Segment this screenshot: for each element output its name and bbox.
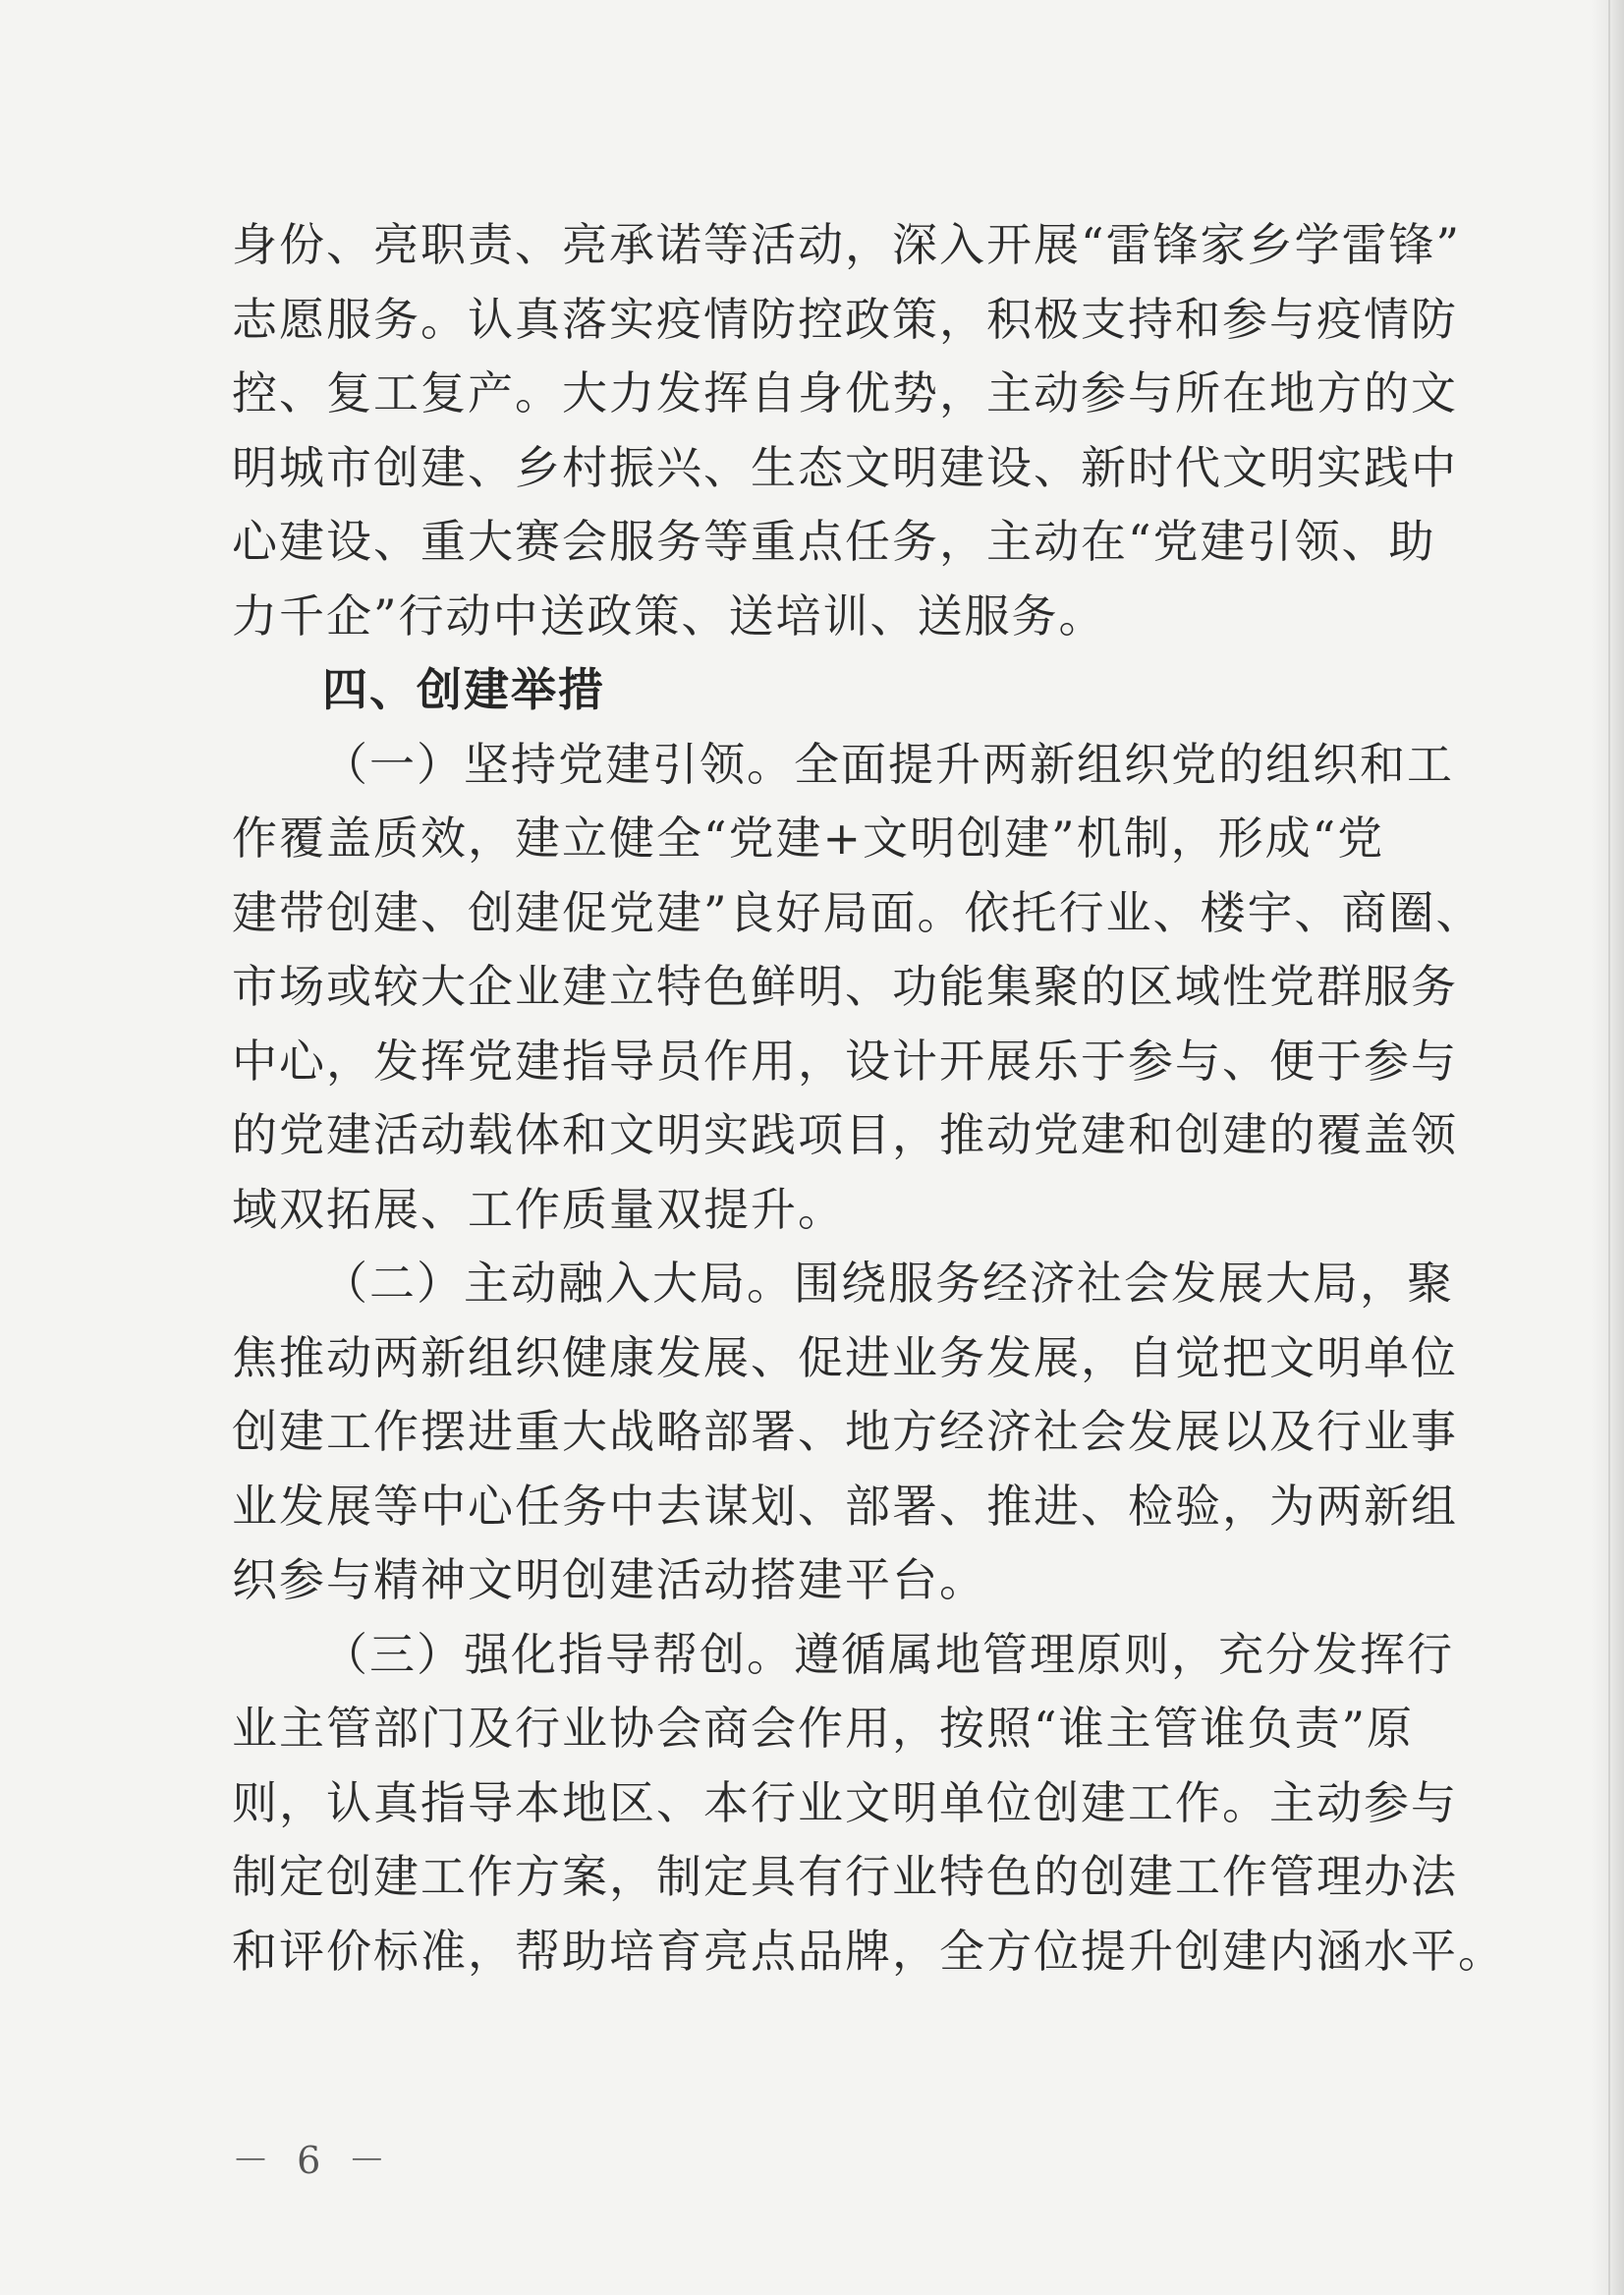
text-line: 域双拓展、工作质量双提升。	[232, 1182, 845, 1236]
text-line: 作覆盖质效，建立健全“党建+文明创建”机制，形成“党	[232, 812, 1385, 865]
intro-paragraph	[232, 208, 1462, 653]
text-line: 创建工作摆进重大战略部署、地方经济社会发展以及行业事	[232, 1405, 1458, 1458]
text-line: 市场或较大企业建立特色鲜明、功能集聚的区域性党群服务	[232, 960, 1458, 1013]
text-line: 和评价标准，帮助培育亮点品牌，全方位提升创建内涵水平。	[232, 1924, 1505, 1978]
text-line: 的党建活动载体和文明实践项目，推动党建和创建的覆盖领	[232, 1108, 1458, 1161]
paragraph-overall-situation	[232, 1247, 1458, 1618]
text-line: 业主管部门及行业协会商会作用，按照“谁主管谁负责”原	[232, 1702, 1415, 1755]
text-line: 力千企”行动中送政策、送培训、送服务。	[232, 588, 1106, 643]
text-line: 织参与精神文明创建活动搭建平台。	[232, 1553, 986, 1606]
paragraph-guidance	[232, 1618, 1505, 1989]
text-line: 控、复工复产。大力发挥自身优势，主动参与所在地方的文	[232, 366, 1458, 420]
text-line: 则，认真指导本地区、本行业文明单位创建工作。主动参与	[232, 1775, 1458, 1829]
text-line: 业发展等中心任务中去谋划、部署、推进、检验，为两新组	[232, 1479, 1458, 1533]
text-line: 明城市创建、乡村振兴、生态文明建设、新时代文明实践中	[232, 440, 1458, 494]
text-line: 心建设、重大赛会服务等重点任务，主动在“党建引领、助	[232, 515, 1436, 568]
text-line: （三）强化指导帮创。遵循属地管理原则，充分发挥行	[322, 1627, 1454, 1681]
page-edge-line	[1608, 0, 1610, 2295]
document-body	[232, 208, 1505, 1988]
paragraph-party-building	[232, 728, 1484, 1248]
text-line: 制定创建工作方案，制定具有行业特色的创建工作管理办法	[232, 1850, 1458, 1903]
text-line: （一）坚持党建引领。全面提升两新组织党的组织和工	[322, 737, 1454, 791]
text-line: 中心，发挥党建指导员作用，设计开展乐于参与、便于参与	[232, 1034, 1458, 1088]
text-line: 建带创建、创建促党建”良好局面。依托行业、楼宇、商圈、	[232, 885, 1484, 939]
text-line: 焦推动两新组织健康发展、促进业务发展，自觉把文明单位	[232, 1330, 1458, 1384]
section-heading: 四、创建举措	[322, 663, 605, 716]
text-line: 志愿服务。认真落实疫情防控政策，积极支持和参与疫情防	[232, 292, 1458, 346]
page-number: － 6 －	[232, 2139, 394, 2182]
text-line: 身份、亮职责、亮承诺等活动，深入开展“雷锋家乡学雷锋”	[232, 218, 1462, 271]
text-line: （二）主动融入大局。围绕服务经济社会发展大局，聚	[322, 1257, 1454, 1310]
page-edge-shadow	[1591, 0, 1624, 2295]
